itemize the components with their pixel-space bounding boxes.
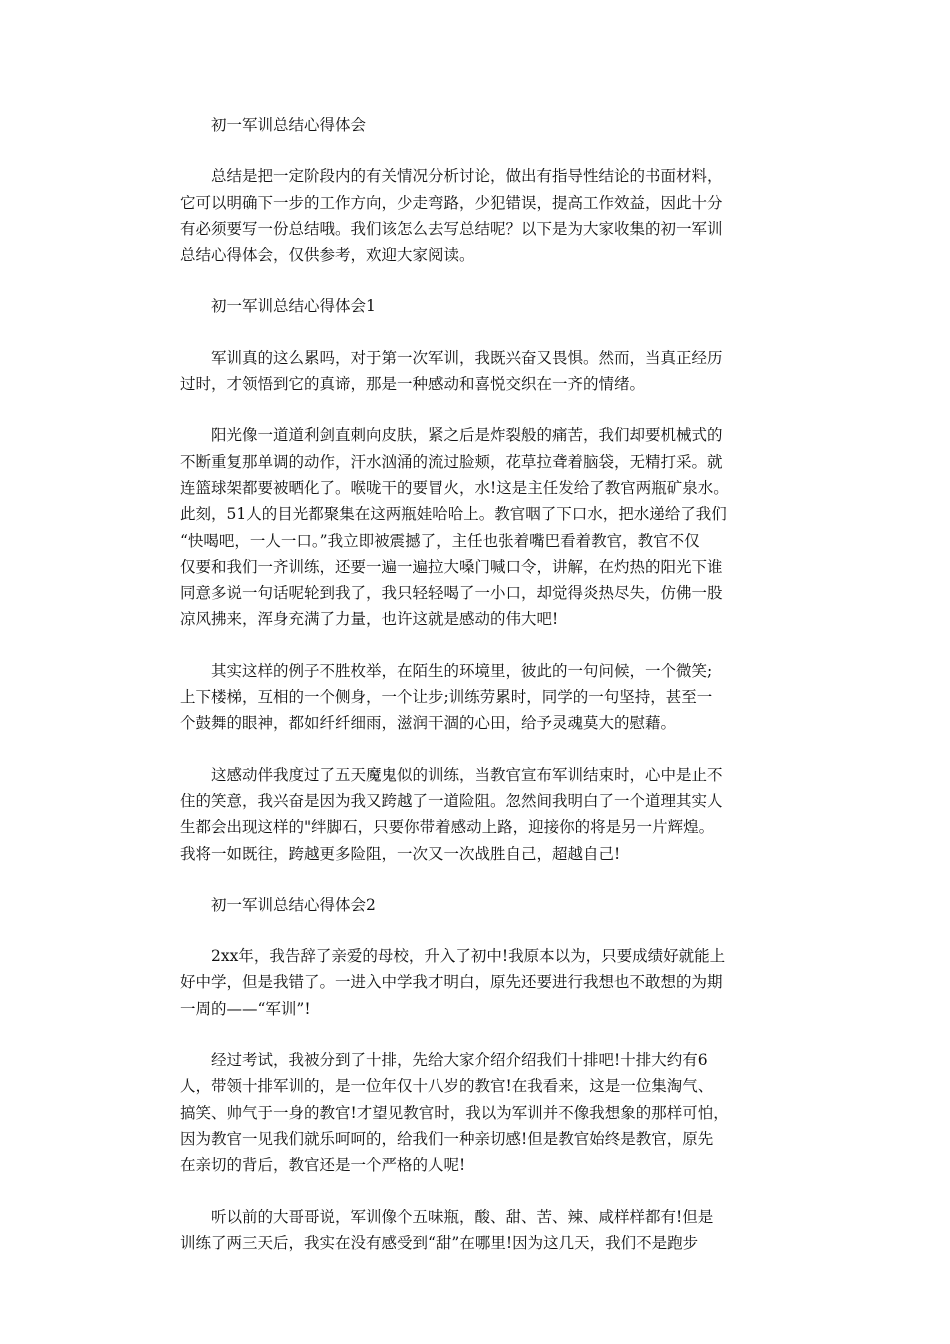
- document-page: [180, 112, 780, 1281]
- section-1-paragraph-3: [180, 658, 780, 737]
- section-1-paragraph-4: [180, 762, 780, 867]
- text-line: 经过考试，我被分到了十排，先给大家介绍介绍我们十排吧!十排大约有6: [211, 1051, 708, 1070]
- section-2-paragraph-2: [180, 1047, 780, 1178]
- text-line: “快喝吧，一人一口。”我立即被震撼了，主任也张着嘴巴看着教官，教官不仅: [180, 531, 700, 550]
- text-line: 过时，才领悟到它的真谛，那是一种感动和喜悦交织在一齐的情绪。: [180, 375, 646, 394]
- text-line: 生都会出现这样的"绊脚石，只要你带着感动上路，迎接你的将是另一片辉煌。: [180, 818, 715, 837]
- text-line: 人，带领十排军训的，是一位年仅十八岁的教官!在我看来，这是一位集淘气、: [180, 1077, 714, 1096]
- text-line: 此刻，51人的目光都聚集在这两瓶娃哈哈上。教官咽了下口水，把水递给了我们: [180, 505, 727, 524]
- text-line: 搞笑、帅气于一身的教官!才望见教官时，我以为军训并不像我想象的那样可怕，: [180, 1103, 729, 1122]
- text-line: 训练了两三天后，我实在没有感受到“甜”在哪里!因为这几天，我们不是跑步: [180, 1233, 699, 1252]
- text-line: 我将一如既往，跨越更多险阻，一次又一次战胜自己，超越自己!: [180, 844, 621, 863]
- section-1-title: 初一军训总结心得体会1: [211, 297, 376, 316]
- text-line: 上下楼梯，互相的一个侧身，一个让步;训练劳累时，同学的一句坚持，甚至一: [180, 688, 713, 707]
- section-2-paragraph-1: [180, 943, 780, 1022]
- text-line: 军训真的这么累吗，对于第一次军训，我既兴奋又畏惧。然而，当真正经历: [211, 348, 723, 367]
- text-line: 总结是把一定阶段内的有关情况分析讨论，做出有指导性结论的书面材料，: [211, 167, 723, 186]
- text-line: 同意多说一句话呢轮到我了，我只轻轻喝了一小口，却觉得炎热尽失，仿佛一股: [180, 584, 723, 603]
- section-2-title: 初一军训总结心得体会2: [211, 895, 376, 914]
- text-line: 因为教官一见我们就乐呵呵的，给我们一种亲切感!但是教官始终是教官，原先: [180, 1129, 714, 1148]
- text-line: 其实这样的例子不胜枚举，在陌生的环境里，彼此的一句问候，一个微笑;: [211, 661, 713, 680]
- text-line: 一周的——“军训”!: [180, 999, 311, 1018]
- section-1-paragraph-2: [180, 422, 780, 632]
- text-line: 好中学，但是我错了。一进入中学我才明白，原先还要进行我想也不敢想的为期: [180, 973, 723, 992]
- text-line: 阳光像一道道利剑直刺向皮肤，紧之后是炸裂般的痛苦，我们却要机械式的: [211, 426, 723, 445]
- text-line: 住的笑意，我兴奋是因为我又跨越了一道险阻。忽然间我明白了一个道理其实人: [180, 791, 723, 810]
- document-title: 初一军训总结心得体会: [211, 116, 367, 134]
- intro-paragraph: [180, 163, 780, 268]
- text-line: 有必须要写一份总结哦。我们该怎么去写总结呢？以下是为大家收集的初一军训: [180, 219, 723, 238]
- text-line: 仅要和我们一齐训练，还要一遍一遍拉大嗓门喊口令，讲解，在灼热的阳光下谁: [180, 557, 723, 576]
- text-line: 在亲切的背后，教官还是一个严格的人呢!: [180, 1156, 466, 1175]
- text-line: 这感动伴我度过了五天魔鬼似的训练，当教官宣布军训结束时，心中是止不: [211, 765, 723, 784]
- text-line: 个鼓舞的眼神，都如纤纤细雨，滋润干涸的心田，给予灵魂莫大的慰藉。: [180, 714, 677, 733]
- text-line: 连篮球架都要被晒化了。喉咙干的要冒火，水!这是主任发给了教官两瓶矿泉水。: [180, 478, 729, 497]
- text-line: 总结心得体会，仅供参考，欢迎大家阅读。: [180, 246, 475, 265]
- section-1-paragraph-1: [180, 345, 780, 398]
- text-line: 不断重复那单调的动作，汗水汹涌的流过脸颊，花草拉聋着脑袋，无精打采。就: [180, 452, 723, 471]
- section-2-paragraph-3: [180, 1204, 780, 1257]
- text-line: 听以前的大哥哥说，军训像个五味瓶，酸、甜、苦、辣、咸样样都有!但是: [211, 1207, 714, 1226]
- text-line: 2xx年，我告辞了亲爱的母校，升入了初中!我原本以为，只要成绩好就能上: [211, 947, 726, 966]
- text-line: 它可以明确下一步的工作方向，少走弯路，少犯错误，提高工作效益，因此十分: [180, 193, 723, 212]
- text-line: 凉风拂来，浑身充满了力量，也许这就是感动的伟大吧!: [180, 610, 559, 629]
